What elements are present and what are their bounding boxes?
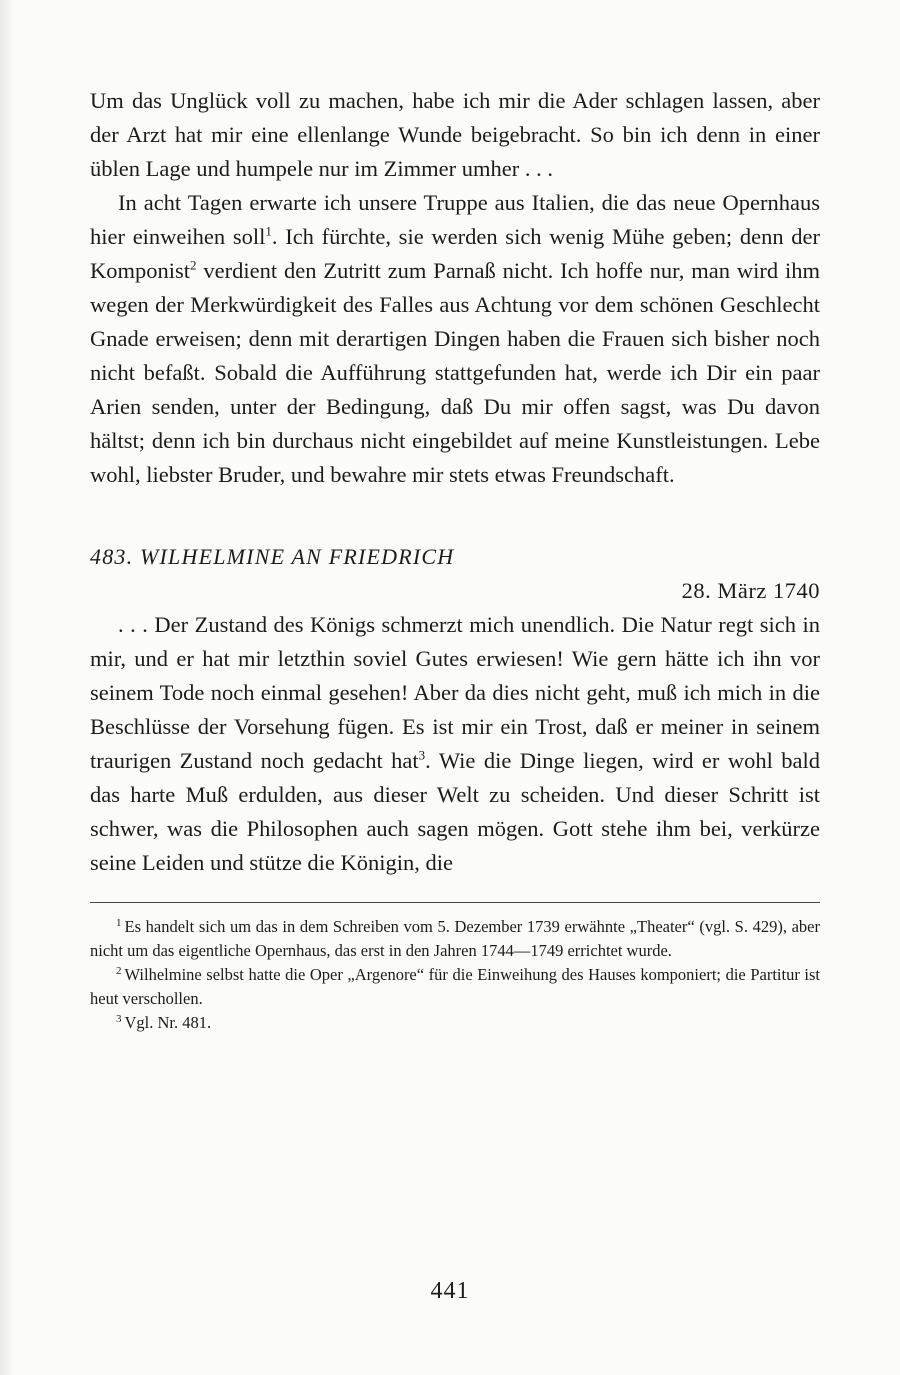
footnote-ref-1: 1 xyxy=(265,223,272,239)
footnote-ref-3: 3 xyxy=(418,747,426,763)
paragraph-3-end: . Wie die Dinge liegen, wird er wohl bald das harte Muß erdulden, aus dieser Welt zu scheiden. Und dieser Schritt ist schwer, was die Philosophen auch sagen mögen. Gott stehe ihm bei, verkürze seine Leiden und stütze die Königin, die xyxy=(90,748,821,875)
footnote-3-mark: 3 xyxy=(116,1012,122,1025)
paragraph-2-end: verdient den Zutritt zum Parnaß nicht. Ich hoffe nur, man wird ihm wegen der Merkwürdigkeit des Falles aus Achtung vor dem schönen Geschlecht Gnade erweisen; denn mit derartigen Dingen haben die Frauen sich bisher noch nicht befaßt. Sobald die Aufführung stattgefunden hat, werde ich Dir ein paar Arien senden, unter der Bedingung, daß Du mir offen sagst, was Du davon hältst; denn ich bin durchaus nicht eingebildet auf meine Kunstleistungen. Lebe wohl, liebster Bruder, und bewahre mir stets etwas Freundschaft. xyxy=(90,258,820,487)
footnote-2-text: Wilhelmine selbst hatte die Oper „Argenore“ für die Einweihung des Hauses komponiert; die Partitur ist heut verschollen. xyxy=(90,965,820,1008)
paragraph-2-start: In acht Tagen erwarte ich unsere Truppe aus Italien, die das neue Opernhaus hier einweihen soll xyxy=(90,190,820,249)
footnote-ref-2: 2 xyxy=(190,257,197,273)
page-number: 441 xyxy=(430,1278,470,1304)
paragraph-3 xyxy=(90,608,820,880)
footnote-1-mark: 1 xyxy=(116,916,122,929)
paragraph-2 xyxy=(90,186,820,492)
paragraph-1: Um das Unglück voll zu machen, habe ich mir die Ader schlagen lassen, aber der Arzt hat mir eine ellenlange Wunde beigebracht. So bin ich denn in einer üblen Lage und humpele nur im Zimmer umher . . . xyxy=(90,88,820,181)
footnote-3 xyxy=(90,1011,820,1035)
letter-date: 28. März 1740 xyxy=(681,578,820,603)
letter-heading: 483. WILHELMINE AN FRIEDRICH xyxy=(90,544,455,569)
footnote-divider xyxy=(90,902,820,903)
footnote-1 xyxy=(90,915,820,963)
page-edge-shadow xyxy=(0,0,14,1375)
footnote-1-text: Es handelt sich um das in dem Schreiben vom 5. Dezember 1739 erwähnte „Theater“ (vgl. S. 429), aber nicht um das eigentliche Opernhaus, das erst in den Jahren 1744—1749 errichtet wurde. xyxy=(90,917,820,960)
footnote-2 xyxy=(90,963,820,1011)
book-page xyxy=(90,84,820,1035)
footnote-3-text: Vgl. Nr. 481. xyxy=(124,1013,212,1032)
footnotes xyxy=(90,915,820,1035)
paragraph-3-start: . . . Der Zustand des Königs schmerzt mich unendlich. Die Natur regt sich in mir, und er hat mir letzthin soviel Gutes erwiesen! Wie gern hätte ich ihn vor seinem Tode noch einmal gesehen! Aber da dies nicht geht, muß ich mich in die Beschlüsse der Vorsehung fügen. Es ist mir ein Trost, daß er meiner in seinem traurigen Zustand noch gedacht hat xyxy=(90,612,820,773)
paragraph-2-mid: . Ich fürchte, sie werden sich wenig Mühe geben; denn der Komponist xyxy=(90,224,821,283)
footnote-2-mark: 2 xyxy=(116,964,122,977)
